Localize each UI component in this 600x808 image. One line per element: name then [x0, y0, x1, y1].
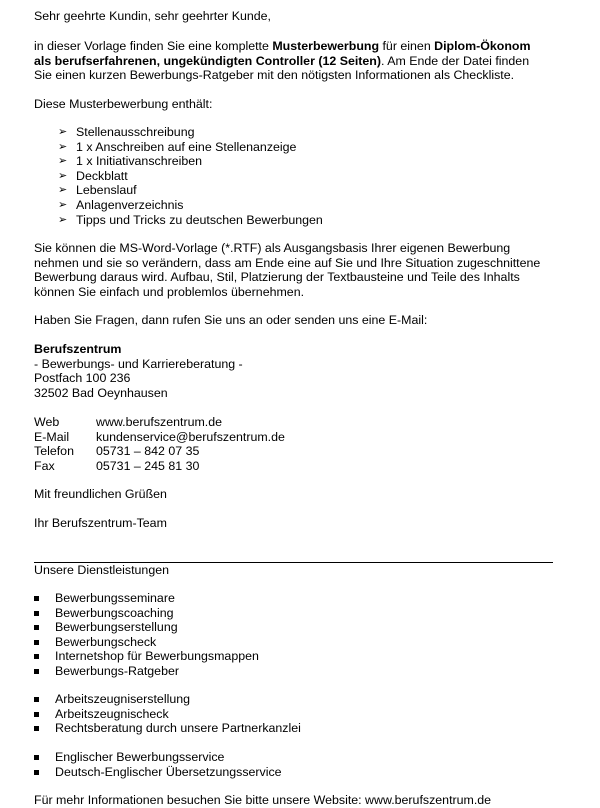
list-item: ➢ Stellenausschreibung	[58, 125, 323, 140]
contents-heading: Diese Musterbewerbung enthält:	[34, 97, 213, 111]
services-list-1	[34, 591, 259, 679]
contact-table	[34, 415, 285, 473]
contact-label: Web	[34, 415, 60, 429]
phone-number: 05731 – 842 07 35	[96, 444, 200, 459]
usage-line: können Sie einfach und problemlos übernehmen.	[34, 284, 305, 299]
contact-label: Telefon	[34, 444, 74, 459]
list-item: ➢ 1 x Initiativanschreiben	[58, 154, 323, 169]
intro-mid: für einen	[379, 39, 435, 53]
usage-line: Bewerbung daraus wird. Aufbau, Stil, Platzierung der Textbausteine und Teile des Inhalts	[34, 270, 520, 285]
list-item: Bewerbungs-Ratgeber	[34, 664, 259, 679]
company-name: Berufszentrum	[34, 342, 122, 356]
closing: Mit freundlichen Grüßen	[34, 487, 167, 501]
website-link[interactable]: www.berufszentrum.de	[96, 415, 223, 429]
list-item: ➢ Lebenslauf	[58, 183, 323, 198]
list-item: Bewerbungsseminare	[34, 591, 259, 606]
email-link[interactable]: kundenservice@berufszentrum.de	[96, 429, 285, 444]
contact-label: E-Mail	[34, 429, 70, 444]
postbox: Postfach 100 236	[34, 371, 131, 386]
fax-number: 05731 – 245 81 30	[96, 458, 200, 473]
list-item: ➢ Anlagenverzeichnis	[58, 198, 323, 213]
contact-row-fax	[34, 459, 285, 474]
intro-bold-position-1: Diplom-Ökonom	[434, 39, 531, 53]
list-item: Englischer Bewerbungsservice	[34, 750, 282, 765]
intro-bold-position-2: als berufserfahrenen, ungekündigten Controller (12 Seiten)	[34, 53, 381, 68]
footer-info: Für mehr Informationen besuchen Sie bitte unsere Website: www.berufszentrum.de	[34, 793, 492, 807]
usage-line: nehmen und sie so verändern, dass am Ende eine auf Sie und Ihre Situation zugeschnittene	[34, 255, 541, 270]
intro-tail: . Am Ende der Datei finden	[381, 53, 530, 68]
signature: Ihr Berufszentrum-Team	[34, 516, 167, 530]
list-item: Bewerbungscoaching	[34, 606, 259, 621]
questions-line: Haben Sie Fragen, dann rufen Sie uns an oder senden uns eine E-Mail:	[34, 313, 428, 327]
city: 32502 Bad Oeynhausen	[34, 385, 168, 400]
address-block	[34, 342, 243, 400]
list-item: Arbeitszeugnischeck	[34, 707, 301, 722]
contact-row-phone	[34, 444, 285, 459]
usage-paragraph	[34, 241, 540, 299]
list-item: Arbeitszeugniserstellung	[34, 692, 301, 707]
services-list-2	[34, 692, 301, 736]
intro-paragraph	[34, 39, 531, 83]
list-item: ➢ Deckblatt	[58, 169, 323, 184]
usage-line: Sie können die MS-Word-Vorlage (*.RTF) als Ausgangsbasis Ihrer eigenen Bewerbung	[34, 241, 511, 255]
list-item: Rechtsberatung durch unsere Partnerkanzlei	[34, 721, 301, 736]
contents-list	[58, 125, 323, 227]
contact-label: Fax	[34, 458, 55, 473]
list-item: ➢ Tipps und Tricks zu deutschen Bewerbungen	[58, 213, 323, 228]
list-item: Internetshop für Bewerbungsmappen	[34, 649, 259, 664]
intro-line-3: Sie einen kurzen Bewerbungs-Ratgeber mit den nötigsten Informationen als Checkliste.	[34, 68, 515, 83]
greeting: Sehr geehrte Kundin, sehr geehrter Kunde,	[34, 9, 271, 23]
services-list-3	[34, 750, 282, 779]
company-subtitle: - Bewerbungs- und Karriereberatung -	[34, 356, 243, 371]
intro-pre: in dieser Vorlage finden Sie eine komplette	[34, 39, 273, 53]
list-item: Bewerbungscheck	[34, 635, 259, 650]
services-heading: Unsere Dienstleistungen	[34, 563, 169, 577]
list-item: ➢ 1 x Anschreiben auf eine Stellenanzeige	[58, 140, 323, 155]
list-item: Deutsch-Englischer Übersetzungsservice	[34, 765, 282, 780]
list-item: Bewerbungserstellung	[34, 620, 259, 635]
contact-row-web	[34, 415, 285, 430]
intro-bold-musterbewerbung: Musterbewerbung	[272, 39, 380, 53]
contact-row-email	[34, 430, 285, 445]
